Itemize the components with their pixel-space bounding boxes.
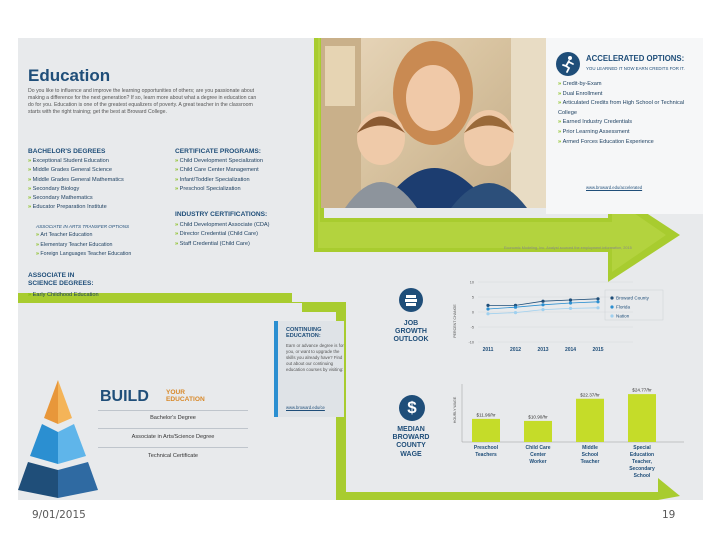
page-title: Education [28,66,111,85]
wage-bar-category-label: Education [629,452,655,458]
line-chart-point [486,312,489,315]
accelerated-title: ACCELERATED OPTIONS: [586,54,685,63]
accelerated-list [558,80,698,147]
list-item: » Educator Preparation Institute [28,203,124,212]
list-item: » Elementary Teacher Education [36,241,131,251]
line-chart-xticks [483,347,604,353]
build-heading: BUILD [100,388,149,405]
teacher-face [406,65,460,131]
line-chart-ytick: -5 [470,325,474,330]
book-stack-bottom [406,303,416,306]
job-growth-chart [448,276,668,356]
build-sub-line2: EDUCATION [166,396,205,403]
level-associate: Associate in Arts/Science Degree [131,434,215,440]
wage-bar-category-label: Teachers [475,452,497,458]
bachelors-list [28,157,124,213]
list-item: » Infant/Toddler Specialization [175,176,263,185]
line-chart-point [541,300,544,303]
aa-transfer-heading: ASSOCIATE IN ARTS TRANSFER OPTIONS [36,224,130,229]
bar-chart-ylabel: HOURLY WAGE [453,396,457,424]
runner-icon [556,52,580,76]
industry-list [175,221,270,249]
line-chart-point [514,311,517,314]
source-note: Economic Modeling, Inc. Analyst sourced the employment information, 2015 [504,246,632,250]
associate-heading-line2: SCIENCE DEGREES: [28,279,94,287]
line-chart-point [569,298,572,301]
job-growth-label [383,320,439,345]
line-chart-xtick: 2013 [537,347,549,353]
list-item: » Director Credential (Child Care) [175,230,270,239]
wage-bar-data-label: $22.37/hr [580,392,600,398]
wage-bar-data-label: $24.77/hr [632,387,652,393]
list-item: » Secondary Mathematics [28,194,124,203]
book-stack-top [406,295,416,298]
list-item: » Dual Enrollment [558,90,698,100]
associate-heading [28,272,94,287]
wage-bar-category-label: School [633,473,651,479]
wage-bar [472,419,500,442]
book-stack-mid [405,299,417,302]
wage-bar-category-label: Preschool [473,445,499,451]
line-chart-series [486,297,599,315]
wage-bar-category-label: Worker [529,459,547,465]
line-chart-xtick: 2012 [509,347,522,353]
footer-date: 9/01/2015 [32,509,86,521]
line-chart-ytick: 5 [471,295,474,300]
line-chart-yticks [469,280,475,344]
line-chart-legend-swatch [610,314,613,317]
wage-bar-category-label: Center [530,452,546,458]
line-chart-point [541,308,544,311]
wage-bar-data-label: $10.90/hr [528,414,548,420]
continuing-title-line1: CONTINUING [286,327,322,333]
pyramid-top-left [44,380,58,424]
accelerated-subtitle: YOU LEARNED IT NOW EARN CREDITS FOR IT. [586,66,685,71]
wage-line4: WAGE [400,450,422,458]
line-chart-legend-label: Nation [616,313,630,319]
associate-list [28,291,99,300]
list-item: » Exceptional Student Education [28,157,124,166]
line-chart-ytick: 10 [469,280,474,285]
line-chart-point [514,306,517,309]
list-item: » Child Development Specialization [175,157,263,166]
wage-bar-category-label: Middle [582,445,598,451]
level-bachelors: Bachelor's Degree [150,415,196,421]
level-technical: Technical Certificate [147,453,199,459]
door [511,38,546,208]
line-chart-ylabel: PERCENT CHANGE [453,304,457,338]
pyramid-top-right [58,380,72,424]
education-pyramid [18,378,98,498]
list-item: » Prior Learning Assessment [558,128,698,138]
build-subheading [166,389,205,403]
continuing-title-line2: EDUCATION: [286,333,321,340]
wage-bar-category-label: Special [633,445,651,451]
teacher-children-photo [321,38,546,208]
wage-bar-category-label: Secondary [629,466,655,472]
median-wage-label [380,426,442,459]
bachelors-heading: BACHELOR'S DEGREES [28,148,106,155]
list-item: » Armed Forces Education Experience [558,138,698,148]
job-growth-line2: GROWTH [395,328,427,336]
build-sub-line1: YOUR [166,389,186,396]
job-growth-line3: OUTLOOK [393,336,429,344]
pyramid-mid-left [30,424,58,464]
book-icon-glyph [399,288,423,312]
intro-paragraph: Do you like to influence and improve the learning opportunities of others; are you passionate about making a difference for the next generation? If so, learn more about what a degree in education can do for you. Education is one of the greatest equalizers of poverty. A great teacher in the classroom starts with the right training; get the best at Broward College. [28,88,257,115]
line-chart-point [569,301,572,304]
continuing-link[interactable]: www.broward.edu/ce [286,405,325,410]
wage-bar-category-label: Child Care [525,445,551,451]
page-number: 19 [662,509,676,521]
list-item: » Child Care Center Management [175,166,263,175]
aa-transfer-list [36,231,131,260]
line-chart-ytick: -10 [468,340,474,345]
list-item: » Middle Grades General Science [28,166,124,175]
accelerated-link[interactable]: www.broward.edu/accelerated [586,185,643,190]
line-chart-point [596,297,599,300]
line-chart-xtick: 2015 [592,347,604,353]
wage-bar [524,421,552,442]
level-divider [98,410,248,411]
list-item: » Credit-by-Exam [558,80,698,90]
book-icon [399,288,423,312]
level-divider [98,447,248,448]
wage-line3: COUNTY [396,442,426,450]
wage-line1: MEDIAN [397,426,425,433]
line-chart-legend-swatch [610,296,613,299]
line-chart-point [596,300,599,303]
line-chart-ytick: 0 [471,310,474,315]
pyramid-mid-right [58,424,86,464]
list-item: » Articulated Credits from High School or Technical College [558,99,698,118]
list-item: » Middle Grades General Mathematics [28,176,124,185]
line-chart-legend-label: Broward County [616,295,649,301]
wage-bar [576,399,604,442]
industry-heading: INDUSTRY CERTIFICATIONS: [175,211,268,218]
line-chart-legend [605,290,663,320]
accelerated-options-panel [546,38,703,214]
continuing-education-box [274,321,344,417]
wage-bar-category-label: Teacher, [632,459,652,465]
list-item: » Early Childhood Education [28,291,99,300]
list-item: » Staff Credential (Child Care) [175,240,270,249]
line-chart-point [486,307,489,310]
photo-illustration [321,38,546,208]
line-chart-point [569,307,572,310]
continuing-text: Earn or advance degree is for you, or want to upgrade the skills you already have? Find out about our continuing education courses by visiting: [286,343,344,372]
pyramid-base-left [18,462,58,498]
bar-chart-bars [472,388,656,479]
wage-bar-data-label: $11.96/hr [476,412,496,418]
level-divider [98,428,248,429]
associate-heading-line1: ASSOCIATE IN [28,272,75,279]
list-item: » Earned Industry Credentials [558,118,698,128]
line-chart-point [596,306,599,309]
education-brochure [18,38,703,500]
runner-body [563,61,573,72]
line-chart-point [541,303,544,306]
line-chart-legend-label: Florida [616,304,631,310]
wage-line2: BROWARD [392,434,430,442]
wage-bar-category-label: Teacher [580,459,600,465]
line-chart-grid [478,282,633,342]
line-chart-xtick: 2014 [564,347,577,353]
median-wage-chart [448,378,688,493]
line-chart-xtick: 2011 [482,347,494,353]
wage-bar [628,394,656,442]
continuing-title [286,327,321,340]
line-chart-legend-swatch [610,305,613,308]
job-growth-line1: JOB [403,320,419,327]
certificates-heading: CERTIFICATE PROGRAMS: [175,148,261,155]
list-item: » Secondary Biology [28,185,124,194]
pyramid-base-right [58,462,98,498]
runner-head [568,56,572,60]
dollar-icon: $ [399,395,425,421]
wage-bar-category-label: School [581,452,599,458]
list-item: » Child Development Associate (CDA) [175,221,270,230]
list-item: » Art Teacher Education [36,231,131,241]
list-item: » Preschool Specialization [175,185,263,194]
bookshelf-highlight [325,46,355,106]
list-item: » Foreign Languages Teacher Education [36,250,131,260]
certificates-list [175,157,263,194]
line-chart-point [486,304,489,307]
runner-icon-glyph [556,52,580,76]
